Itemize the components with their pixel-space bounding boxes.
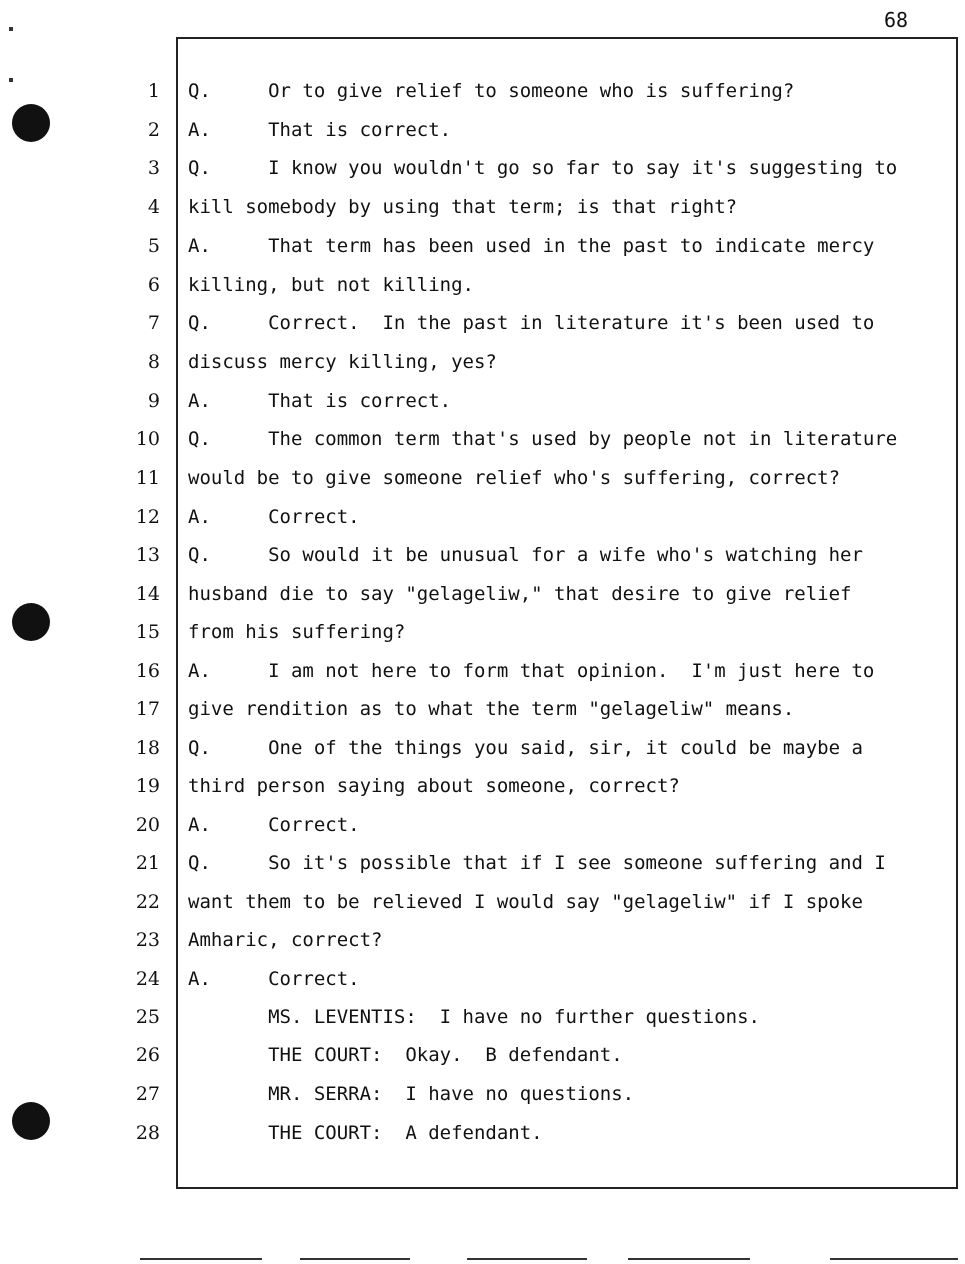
- line-number: 3: [147, 157, 160, 179]
- line-number: 11: [135, 467, 160, 489]
- footer-rule: [628, 1258, 750, 1260]
- line-text: Q. I know you wouldn't go so far to say it's suggesting to: [188, 157, 898, 179]
- line-number: 21: [135, 852, 160, 874]
- line-text: A. Correct.: [188, 814, 360, 836]
- line-text: A. That is correct.: [188, 390, 452, 412]
- line-number: 10: [135, 428, 160, 450]
- line-text: MR. SERRA: I have no questions.: [188, 1083, 635, 1105]
- line-text: MS. LEVENTIS: I have no further questions.: [188, 1006, 760, 1028]
- line-text: Q. Correct. In the past in literature it's been used to: [188, 312, 875, 334]
- line-text: Q. The common term that's used by people not in literature: [188, 428, 898, 450]
- line-text: THE COURT: Okay. B defendant.: [188, 1044, 623, 1066]
- line-text: husband die to say "gelageliw," that desire to give relief: [188, 583, 852, 605]
- line-text: want them to be relieved I would say "gelageliw" if I spoke: [188, 891, 863, 913]
- line-number: 1: [147, 80, 160, 102]
- line-number: 15: [135, 621, 160, 643]
- punch-hole-bottom: [12, 1102, 50, 1140]
- line-number: 8: [147, 351, 160, 373]
- line-text: A. I am not here to form that opinion. I'm just here to: [188, 660, 875, 682]
- line-text: THE COURT: A defendant.: [188, 1122, 543, 1144]
- line-text: discuss mercy killing, yes?: [188, 351, 497, 373]
- line-number: 14: [135, 583, 160, 605]
- line-number: 16: [135, 660, 160, 682]
- line-number: 9: [147, 390, 160, 412]
- line-number: 25: [135, 1006, 160, 1028]
- line-number: 6: [147, 274, 160, 296]
- page-number: 68: [884, 8, 909, 32]
- line-text: A. Correct.: [188, 968, 360, 990]
- line-number: 5: [147, 235, 160, 257]
- line-number: 28: [135, 1122, 160, 1144]
- footer-rule: [830, 1258, 958, 1260]
- line-number: 2: [147, 119, 160, 141]
- footer-rule: [140, 1258, 262, 1260]
- line-text: third person saying about someone, correct?: [188, 775, 680, 797]
- line-text: from his suffering?: [188, 621, 406, 643]
- scan-speck: [9, 78, 13, 82]
- line-number: 22: [135, 891, 160, 913]
- line-text: would be to give someone relief who's suffering, correct?: [188, 467, 841, 489]
- punch-hole-top: [12, 104, 50, 142]
- line-number: 19: [135, 775, 160, 797]
- line-number: 17: [135, 698, 160, 720]
- line-number: 18: [135, 737, 160, 759]
- line-text: Q. One of the things you said, sir, it could be maybe a: [188, 737, 863, 759]
- line-text: kill somebody by using that term; is that right?: [188, 196, 738, 218]
- line-number: 26: [135, 1044, 160, 1066]
- line-text: Q. Or to give relief to someone who is suffering?: [188, 80, 795, 102]
- line-text: killing, but not killing.: [188, 274, 474, 296]
- line-text: give rendition as to what the term "gelageliw" means.: [188, 698, 795, 720]
- line-text: Q. So it's possible that if I see someone suffering and I: [188, 852, 886, 874]
- line-text: A. That is correct.: [188, 119, 452, 141]
- line-text: Q. So would it be unusual for a wife who's watching her: [188, 544, 863, 566]
- line-number: 13: [135, 544, 160, 566]
- footer-rule: [300, 1258, 410, 1260]
- footer-rule: [467, 1258, 587, 1260]
- line-text: Amharic, correct?: [188, 929, 383, 951]
- line-text: A. That term has been used in the past to indicate mercy: [188, 235, 875, 257]
- line-text: A. Correct.: [188, 506, 360, 528]
- line-number: 7: [147, 312, 160, 334]
- line-number: 4: [147, 196, 160, 218]
- line-number: 27: [135, 1083, 160, 1105]
- line-number: 23: [135, 929, 160, 951]
- line-number: 12: [135, 506, 160, 528]
- punch-hole-middle: [12, 603, 50, 641]
- line-number: 24: [135, 968, 160, 990]
- line-number: 20: [135, 814, 160, 836]
- scan-speck: [9, 27, 13, 31]
